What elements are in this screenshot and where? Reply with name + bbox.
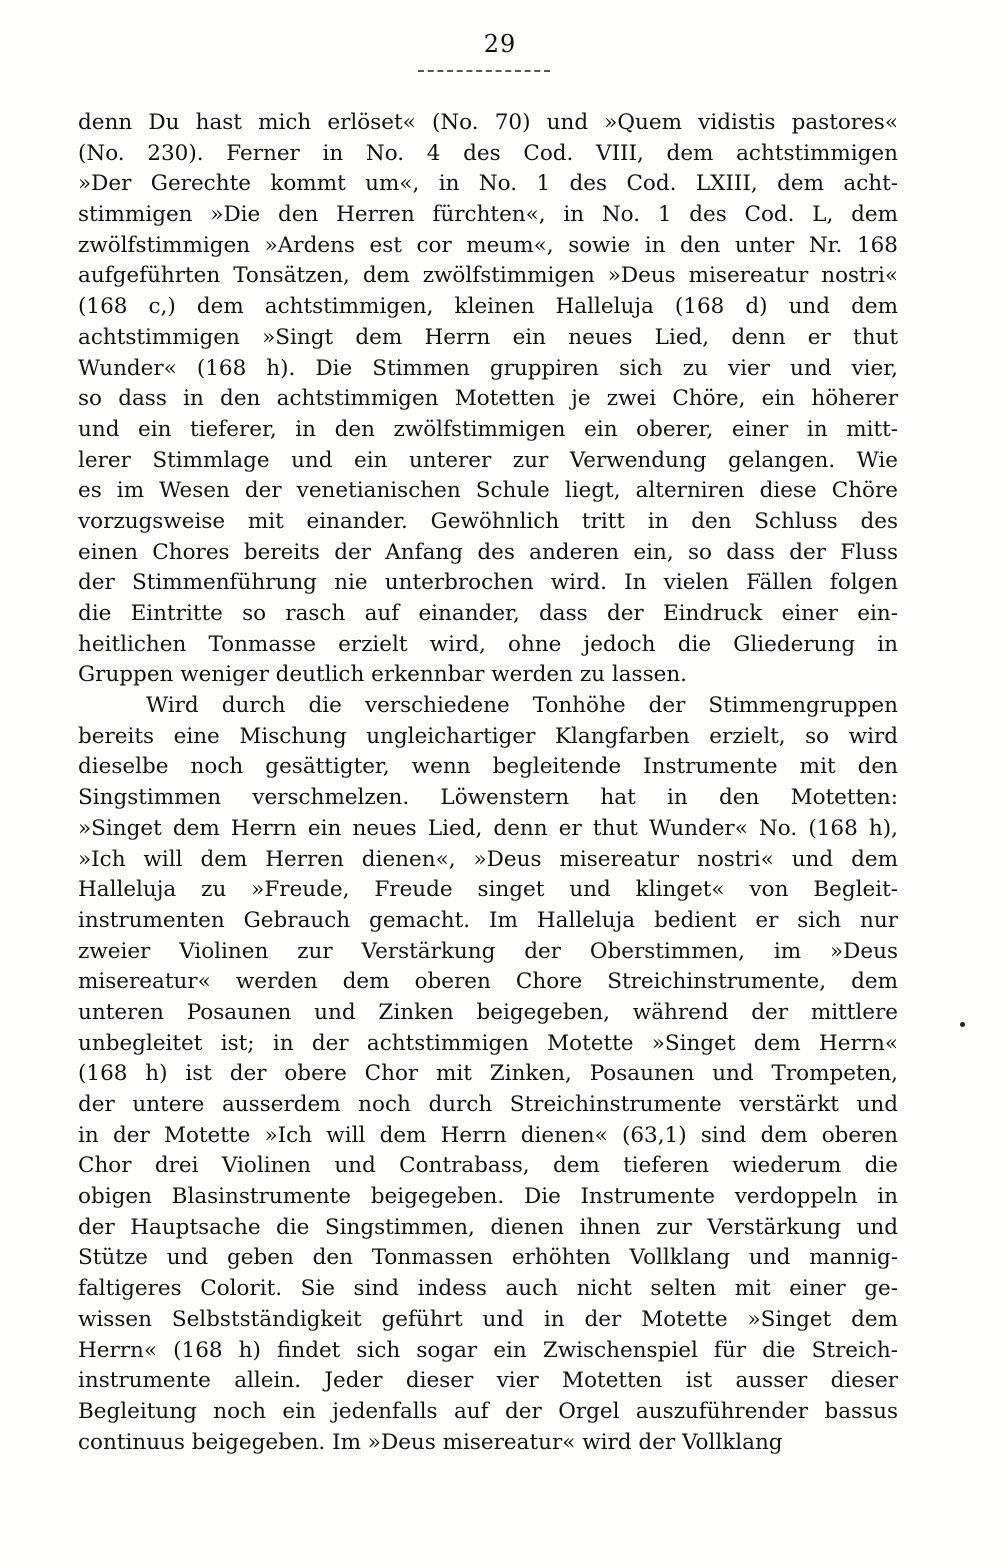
text-line: instrumente allein. Jeder dieser vier Motetten ist ausser dieser	[78, 1368, 898, 1394]
paragraph	[78, 108, 898, 691]
text-line: Gruppen weniger deutlich erkennbar werden zu lassen.	[78, 662, 688, 688]
text-line: dieselbe noch gesättigter, wenn begleitende Instrumente mit den	[78, 754, 898, 780]
text-line: »Ich will dem Herren dienen«, »Deus misereatur nostri« und dem	[78, 846, 898, 872]
paragraph	[78, 691, 898, 1458]
text-line: Wunder« (168 h). Die Stimmen gruppiren sich zu vier und vier,	[78, 355, 898, 381]
text-line: und ein tieferer, in den zwölfstimmigen ein oberer, einer in mitt-	[78, 416, 898, 442]
text-line: Chor drei Violinen und Contrabass, dem tieferen wiederum die	[78, 1153, 898, 1179]
text-line: unbegleitet ist; in der achtstimmigen Motette »Singet dem Herrn«	[78, 1030, 898, 1056]
text-line: obigen Blasinstrumente beigegeben. Die Instrumente verdoppeln in	[78, 1184, 898, 1210]
text-line: instrumenten Gebrauch gemacht. Im Halleluja bedient er sich nur	[78, 907, 898, 933]
text-line: »Singet dem Herrn ein neues Lied, denn er thut Wunder« No. (168 h),	[78, 815, 898, 841]
page-number: 29	[483, 30, 517, 58]
text-line: (No. 230). Ferner in No. 4 des Cod. VIII, dem achtstimmigen	[78, 140, 898, 166]
text-line: unteren Posaunen und Zinken beigegeben, während der mittlere	[78, 999, 898, 1025]
text-line: aufgeführten Tonsätzen, dem zwölfstimmigen »Deus misereatur nostri«	[78, 263, 898, 289]
margin-dot	[960, 1022, 965, 1027]
text-line: Halleluja zu »Freude, Freude singet und klinget« von Begleit-	[78, 877, 898, 903]
body-text	[78, 108, 898, 1458]
text-line: vorzugsweise mit einander. Gewöhnlich tritt in den Schluss des	[78, 508, 898, 534]
text-line: continuus beigegeben. Im »Deus misereatur« wird der Vollklang	[78, 1429, 783, 1455]
text-line: die Eintritte so rasch auf einander, dass der Eindruck einer ein-	[78, 601, 898, 626]
text-line: so dass in den achtstimmigen Motetten je zwei Chöre, ein höherer	[78, 386, 898, 412]
text-line: der Hauptsache die Singstimmen, dienen ihnen zur Verstärkung und	[78, 1214, 898, 1240]
text-line: faltigeres Colorit. Sie sind indess auch nicht selten mit einer ge-	[78, 1276, 898, 1302]
text-line: der untere ausserdem noch durch Streichinstrumente verstärkt und	[78, 1092, 898, 1117]
text-line: (168 c,) dem achtstimmigen, kleinen Halleluja (168 d) und dem	[78, 294, 898, 320]
text-line: »Der Gerechte kommt um«, in No. 1 des Cod. LXIII, dem acht-	[78, 171, 898, 197]
text-line: Singstimmen verschmelzen. Löwenstern hat in den Motetten:	[78, 785, 898, 811]
text-line: bereits eine Mischung ungleichartiger Klangfarben erzielt, so wird	[78, 723, 898, 749]
text-line: stimmigen »Die den Herren fürchten«, in No. 1 des Cod. L, dem	[78, 202, 898, 228]
text-line: Wird durch die verschiedene Tonhöhe der Stimmengruppen	[146, 693, 898, 719]
text-line: zwölfstimmigen »Ardens est cor meum«, sowie in den unter Nr. 168	[78, 232, 898, 258]
text-line: achtstimmigen »Singt dem Herrn ein neues Lied, denn er thut	[78, 324, 898, 350]
text-line: (168 h) ist der obere Chor mit Zinken, Posaunen und Trompeten,	[78, 1061, 898, 1087]
text-line: misereatur« werden dem oberen Chore Streichinstrumente, dem	[78, 969, 898, 995]
text-line: Begleitung noch ein jedenfalls auf der Orgel auszuführender bassus	[78, 1398, 898, 1424]
header-rule	[418, 70, 550, 72]
text-line: der Stimmenführung nie unterbrochen wird. In vielen Fällen folgen	[78, 570, 898, 596]
text-line: zweier Violinen zur Verstärkung der Oberstimmen, im »Deus	[78, 938, 898, 964]
text-line: lerer Stimmlage und ein unterer zur Verwendung gelangen. Wie	[78, 447, 898, 473]
text-line: es im Wesen der venetianischen Schule liegt, alterniren diese Chöre	[78, 478, 898, 504]
text-line: denn Du hast mich erlöset« (No. 70) und »Quem vidistis pastores«	[78, 110, 898, 135]
text-line: heitlichen Tonmasse erzielt wird, ohne jedoch die Gliederung in	[78, 631, 898, 657]
text-line: einen Chores bereits der Anfang des anderen ein, so dass der Fluss	[78, 539, 898, 565]
text-line: Herrn« (168 h) findet sich sogar ein Zwischenspiel für die Streich-	[78, 1337, 898, 1363]
text-line: wissen Selbstständigkeit geführt und in der Motette »Singet dem	[78, 1306, 898, 1332]
text-line: in der Motette »Ich will dem Herrn dienen« (63,1) sind dem oberen	[78, 1122, 898, 1148]
text-line: Stütze und geben den Tonmassen erhöhten Vollklang und mannig-	[78, 1245, 898, 1271]
